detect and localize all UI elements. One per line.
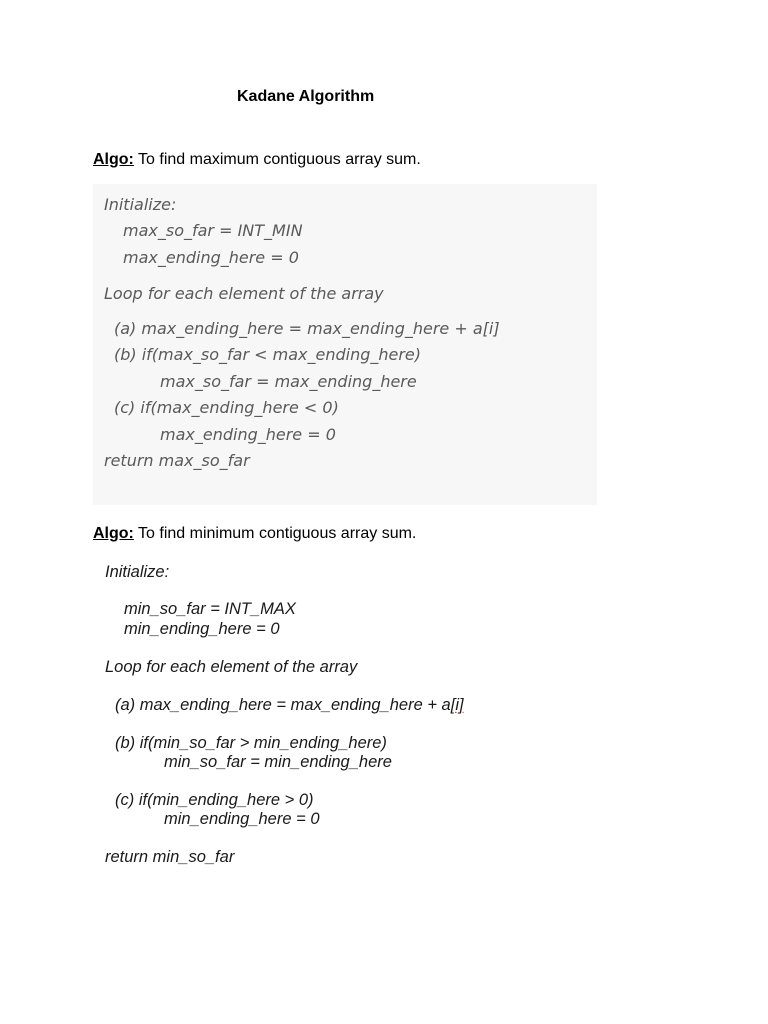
code-line: Loop for each element of the array [104, 284, 384, 303]
code-line: min_ending_here = 0 [124, 620, 280, 638]
code-line: Loop for each element of the array [105, 658, 358, 676]
code-line: (a) max_ending_here = max_ending_here + a[i] [114, 319, 500, 338]
algo-max-heading [93, 151, 421, 169]
code-text: (a) max_ending_here = max_ending_here + a [115, 696, 451, 714]
code-line: max_ending_here = 0 [160, 425, 336, 444]
algo-min-heading [93, 525, 416, 543]
code-line: (b) if(max_so_far < max_ending_here) [114, 345, 422, 364]
algo-max-description: To find maximum contiguous array sum. [133, 151, 421, 168]
code-line: min_so_far = min_ending_here [164, 753, 392, 771]
code-line: min_ending_here = 0 [164, 810, 320, 828]
code-line: (c) if(min_ending_here > 0) [115, 791, 314, 809]
algo-max-label: Algo: [93, 151, 134, 168]
code-line: (b) if(min_so_far > min_ending_here) [115, 734, 387, 752]
code-line: Initialize: [105, 563, 170, 581]
code-line: max_so_far = INT_MIN [123, 221, 303, 240]
code-line [115, 696, 464, 715]
document-title: Kadane Algorithm [237, 88, 375, 105]
code-line: (c) if(max_ending_here < 0) [114, 398, 339, 417]
code-line: min_so_far = INT_MAX [124, 600, 296, 618]
code-line: max_ending_here = 0 [123, 248, 299, 267]
algo-min-description: To find minimum contiguous array sum. [133, 525, 417, 542]
spellcheck-underlined-text: [i] [450, 696, 464, 714]
code-line: return min_so_far [105, 848, 235, 866]
max-code-block [93, 184, 597, 505]
code-line: max_so_far = max_ending_here [160, 372, 417, 391]
code-line: return max_so_far [104, 451, 250, 470]
algo-min-label: Algo: [93, 525, 134, 542]
code-line: Initialize: [104, 195, 177, 214]
